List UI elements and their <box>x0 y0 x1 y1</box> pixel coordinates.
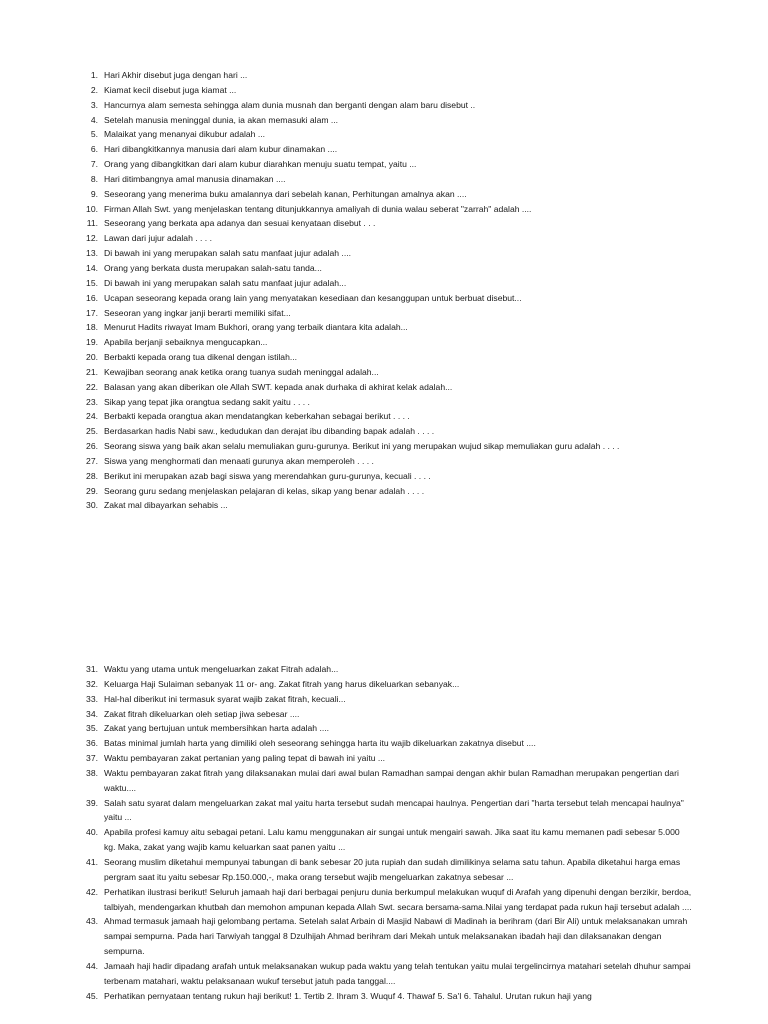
question-list-part-2 <box>0 662 768 1003</box>
question-number: 36. <box>86 738 98 749</box>
question-number: 40. <box>86 827 98 838</box>
question-text: Di bawah ini yang merupakan salah satu manfaat jujur adalah .... <box>104 248 351 259</box>
question-text: Berbakti kepada orang tua dikenal dengan istilah... <box>104 352 298 363</box>
question-item <box>0 350 768 365</box>
question-item <box>0 409 768 424</box>
question-item <box>0 751 768 766</box>
question-item <box>0 424 768 439</box>
question-number: 6. <box>90 144 98 155</box>
question-number: 42. <box>86 886 98 897</box>
question-number: 10. <box>86 203 98 214</box>
question-number: 18. <box>86 322 98 333</box>
question-number: 1. <box>90 70 98 80</box>
question-item <box>0 914 768 959</box>
question-item <box>0 766 768 796</box>
question-item <box>0 959 768 989</box>
question-text: Apabila profesi kamuy aitu sebagai petani. Lalu kamu menggunakan air sungai untuk mengairi sawah. Jika saat itu kamu memanen padi sebesar 5.000 kg. Maka, zakat yang wajib kamu keluarkan saat panen yaitu ... <box>104 827 680 853</box>
question-text: Kiamat kecil disebut juga kiamat ... <box>104 84 237 95</box>
question-number: 9. <box>90 188 98 199</box>
question-text: Balasan yang akan diberikan ole Allah SWT. kepada anak durhaka di akhirat kelak adalah... <box>104 381 453 392</box>
question-number: 34. <box>86 708 98 719</box>
question-number: 22. <box>86 381 98 392</box>
question-number: 3. <box>90 99 98 110</box>
question-text: Salah satu syarat dalam mengeluarkan zakat mal yaitu harta tersebut sudah mencapai haulnya. Pengertian dari "harta tersebut telah mencapai haulnya" yaitu ... <box>104 797 684 823</box>
question-item <box>0 989 768 1004</box>
question-text: Batas minimal jumlah harta yang dimiliki oleh seseorang sehingga harta itu wajib dikeluarkan zakatnya disebut .... <box>104 738 536 749</box>
question-item <box>0 796 768 826</box>
question-text: Seorang guru sedang menjelaskan pelajaran di kelas, sikap yang benar adalah . . . . <box>104 485 425 496</box>
question-text: Orang yang dibangkitkan dari alam kubur diarahkan menuju suatu tempat, yaitu ... <box>104 159 417 170</box>
question-text: Berbakti kepada orangtua akan mendatangkan keberkahan sebagai berikut . . . . <box>104 411 410 422</box>
question-text: Perhatikan pernyataan tentang rukun haji berikut! 1. Tertib 2. Ihram 3. Wuquf 4. Thawaf 5. Sa'I 6. Tahalul. Urutan rukun haji yang <box>104 990 592 1001</box>
question-number: 31. <box>86 664 98 674</box>
question-item <box>0 855 768 885</box>
question-text: Ahmad termasuk jamaah haji gelombang pertama. Setelah salat Arbain di Masjid Nabawi di Madinah ia berihram (dari Bir Ali) untuk melaksanakan umrah sampai sempurna. Pada hari Tarwiyah tanggal 8 Dzulhijah Ahmad berihram dari Mekah untuk melaksanakan ibadah haji dan dilaksanakan dengan sempurna. <box>104 916 688 957</box>
question-number: 41. <box>86 856 98 867</box>
question-item <box>0 113 768 128</box>
question-text: Di bawah ini yang merupakan salah satu manfaat jujur adalah... <box>104 277 347 288</box>
question-number: 19. <box>86 337 98 348</box>
question-item <box>0 142 768 157</box>
question-text: Firman Allah Swt. yang menjelaskan tentang ditunjukkannya amaliyah di dunia walau seberat "zarrah" adalah .... <box>104 203 532 214</box>
question-text: Hal-hal diberikut ini termasuk syarat wajib zakat fitrah, kecuali... <box>104 693 346 704</box>
question-item <box>0 498 768 513</box>
question-item <box>0 320 768 335</box>
question-item <box>0 484 768 499</box>
question-text: Menurut Hadits riwayat Imam Bukhori, orang yang terbaik diantara kita adalah... <box>104 322 408 333</box>
question-number: 29. <box>86 485 98 496</box>
question-text: Zakat yang bertujuan untuk membersihkan harta adalah .... <box>104 723 330 734</box>
question-item <box>0 172 768 187</box>
question-number: 24. <box>86 411 98 422</box>
question-number: 5. <box>90 129 98 140</box>
question-item <box>0 306 768 321</box>
question-number: 26. <box>86 441 98 452</box>
question-item <box>0 380 768 395</box>
question-item <box>0 825 768 855</box>
question-number: 39. <box>86 797 98 808</box>
question-item <box>0 231 768 246</box>
question-number: 11. <box>86 218 98 229</box>
question-number: 45. <box>86 990 98 1001</box>
question-number: 37. <box>86 753 98 764</box>
question-item <box>0 692 768 707</box>
question-number: 30. <box>86 500 98 511</box>
question-text: Berikut ini merupakan azab bagi siswa yang merendahkan guru-gurunya, kecuali . . . . <box>104 470 431 481</box>
question-number: 8. <box>90 173 98 184</box>
question-number: 43. <box>86 916 98 927</box>
question-text: Seorang siswa yang baik akan selalu memuliakan guru-gurunya. Berikut ini yang merupakan wujud sikap memuliakan guru adalah . . . . <box>104 441 620 452</box>
question-item <box>0 721 768 736</box>
question-number: 23. <box>86 396 98 407</box>
question-number: 27. <box>86 455 98 466</box>
question-text: Seseorang yang menerima buku amalannya dari sebelah kanan, Perhitungan amalnya akan .... <box>104 188 467 199</box>
question-number: 17. <box>86 307 98 318</box>
question-text: Jamaah haji hadir dipadang arafah untuk melaksanakan wukup pada waktu yang telah tentukan yaitu mulai tergelincirnya matahari setelah dhuhur sampai terbenam matahari, waktu pelaksanaan wukuf tersebut jatuh pada tanggal.... <box>104 960 691 986</box>
question-number: 38. <box>86 767 98 778</box>
question-text: Apabila berjanji sebaiknya mengucapkan... <box>104 337 268 348</box>
question-text: Perhatikan ilustrasi berikut! Seluruh jamaah haji dari berbagai penjuru dunia berkumpul melakukan wuquf di Arafah yang dipenuhi dengan berzikir, berdoa, talbiyah, mendengarkan khutbah dan memohon ampunan kepada Allah Swt. secara bersama-sama.Nilai yang terdapat pada rukun haji tersebut adalah .... <box>104 886 692 912</box>
question-text: Hari dibangkitkannya manusia dari alam kubur dinamakan .... <box>104 144 338 155</box>
question-number: 21. <box>86 366 98 377</box>
question-number: 25. <box>86 426 98 437</box>
question-item <box>0 157 768 172</box>
question-number: 16. <box>86 292 98 303</box>
question-item <box>0 439 768 454</box>
question-text: Zakat mal dibayarkan sehabis ... <box>104 500 228 511</box>
question-item <box>0 246 768 261</box>
question-text: Hancurnya alam semesta sehingga alam dunia musnah dan berganti dengan alam baru disebut .. <box>104 99 476 110</box>
question-number: 32. <box>86 678 98 689</box>
question-item <box>0 276 768 291</box>
question-item <box>0 469 768 484</box>
question-number: 35. <box>86 723 98 734</box>
question-item <box>0 98 768 113</box>
question-item <box>0 885 768 915</box>
question-item <box>0 707 768 722</box>
question-number: 14. <box>86 262 98 273</box>
question-item <box>0 261 768 276</box>
question-text: Zakat fitrah dikeluarkan oleh setiap jiwa sebesar .... <box>104 708 300 719</box>
question-list-part-1 <box>0 68 768 513</box>
question-number: 7. <box>90 159 98 170</box>
question-number: 13. <box>86 248 98 259</box>
question-item <box>0 216 768 231</box>
question-text: Sikap yang tepat jika orangtua sedang sakit yaitu . . . . <box>104 396 310 407</box>
question-text: Seseorang yang berkata apa adanya dan sesuai kenyataan disebut . . . <box>104 218 376 229</box>
question-item <box>0 736 768 751</box>
question-item <box>0 187 768 202</box>
question-item <box>0 291 768 306</box>
question-text: Setelah manusia meninggal dunia, ia akan memasuki alam ... <box>104 114 339 125</box>
question-text: Seorang muslim diketahui mempunyai tabungan di bank sebesar 20 juta rupiah dan sudah dimilikinya selama satu tahun. Apabila diketahui harga emas pergram saat itu yaitu sebesar Rp.150.000,-, maka orang tersebut wajib mengeluarkan zakatnya sebesar ... <box>104 856 681 882</box>
question-item <box>0 68 768 83</box>
question-text: Orang yang berkata dusta merupakan salah-satu tanda... <box>104 262 322 273</box>
question-number: 12. <box>86 233 98 244</box>
question-item <box>0 677 768 692</box>
question-text: Keluarga Haji Sulaiman sebanyak 11 or- ang. Zakat fitrah yang harus dikeluarkan sebanyak... <box>104 678 460 689</box>
question-item <box>0 395 768 410</box>
question-text: Hari ditimbangnya amal manusia dinamakan .... <box>104 173 286 184</box>
question-number: 28. <box>86 470 98 481</box>
question-text: Malaikat yang menanyai dikubur adalah ... <box>104 129 265 140</box>
question-item <box>0 662 768 677</box>
question-item <box>0 202 768 217</box>
question-number: 33. <box>86 693 98 704</box>
question-number: 44. <box>86 960 98 971</box>
question-text: Kewajiban seorang anak ketika orang tuanya sudah meninggal adalah... <box>104 366 379 377</box>
question-text: Hari Akhir disebut juga dengan hari ... <box>104 70 248 80</box>
question-item <box>0 83 768 98</box>
question-item <box>0 127 768 142</box>
question-number: 15. <box>86 277 98 288</box>
question-text: Siswa yang menghormati dan menaati gurunya akan memperoleh . . . . <box>104 455 374 466</box>
question-text: Seseoran yang ingkar janji berarti memiliki sifat... <box>104 307 291 318</box>
question-text: Ucapan seseorang kepada orang lain yang menyatakan kesediaan dan kesanggupan untuk berbuat disebut... <box>104 292 522 303</box>
question-number: 4. <box>90 114 98 125</box>
question-text: Waktu pembayaran zakat fitrah yang dilaksanakan mulai dari awal bulan Ramadhan sampai dengan akhir bulan Ramadhan merupakan pengertian dari waktu.... <box>104 767 679 793</box>
question-item <box>0 454 768 469</box>
question-text: Lawan dari jujur adalah . . . . <box>104 233 212 244</box>
question-item <box>0 365 768 380</box>
question-text: Waktu pembayaran zakat pertanian yang paling tepat di bawah ini yaitu ... <box>104 753 386 764</box>
question-text: Waktu yang utama untuk mengeluarkan zakat Fitrah adalah... <box>104 664 339 674</box>
question-item <box>0 335 768 350</box>
question-number: 20. <box>86 352 98 363</box>
question-text: Berdasarkan hadis Nabi saw., kedudukan dan derajat ibu dibanding bapak adalah . . . . <box>104 426 435 437</box>
question-number: 2. <box>90 84 98 95</box>
